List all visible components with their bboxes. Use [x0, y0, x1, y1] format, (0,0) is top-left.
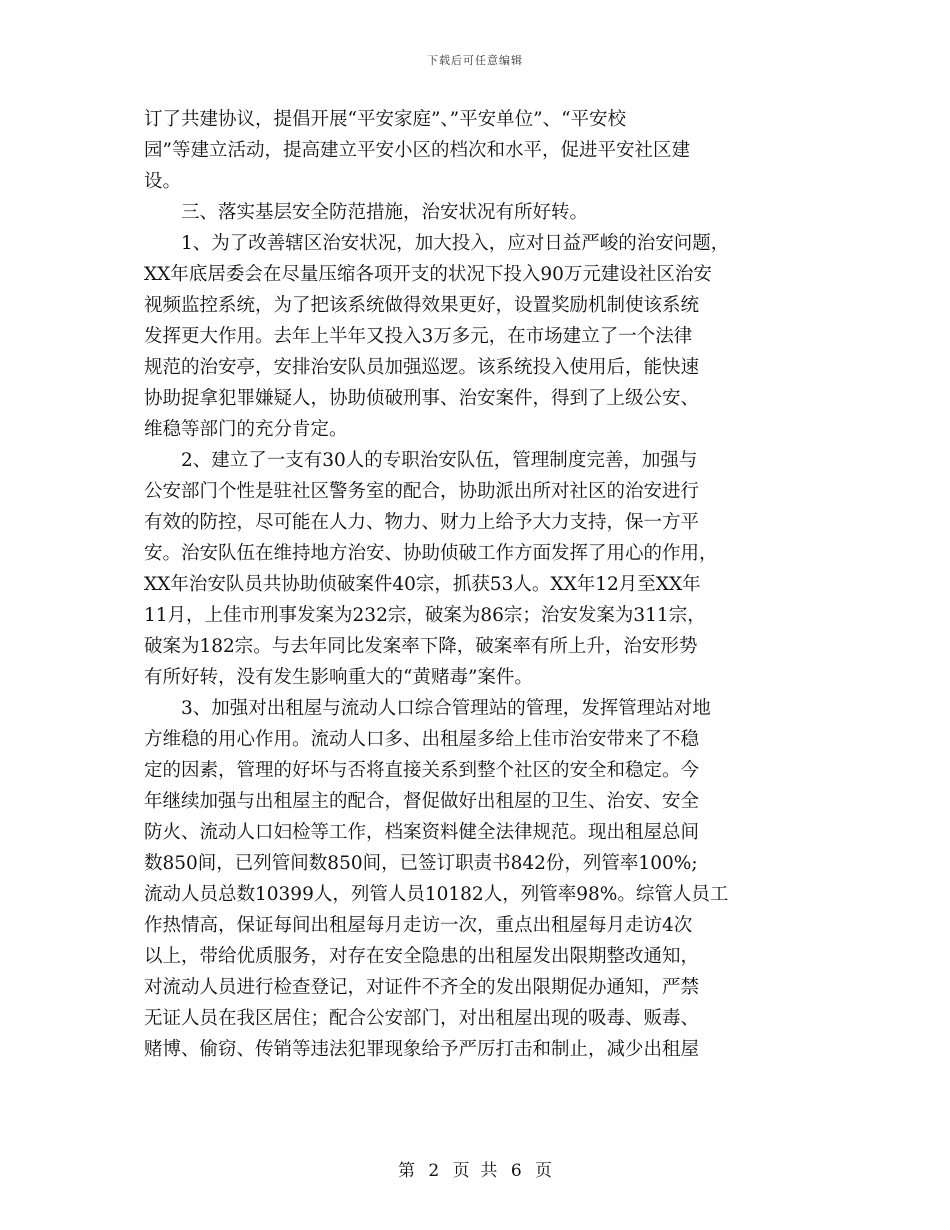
- text-line: 园”等建立活动，提高建立平安小区的档次和水平，促进平安社区建: [144, 140, 690, 161]
- text-line: 发挥更大作用。去年上半年又投入3万多元，在市场建立了一个法律: [144, 326, 693, 347]
- text-line: 有所好转，没有发生影响重大的“黄赌毒”案件。: [144, 667, 533, 688]
- page-label-prefix: 第: [397, 1161, 415, 1181]
- paragraph-start: 2、建立了一支有30人的专职治安队伍，管理制度完善，加强与: [181, 450, 698, 471]
- text-line: 流动人员总数10399人，列管人员10182人，列管率98%。综管人员工: [144, 884, 729, 905]
- text-line: 协助捉拿犯罪嫌疑人，协助侦破刑事、治安案件，得到了上级公安、: [144, 388, 700, 409]
- paragraph-start: 3、加强对出租屋与流动人口综合管理站的管理，发挥管理站对地: [181, 698, 711, 719]
- text-line: 规范的治安亭，安排治安队员加强巡逻。该系统投入使用后，能快速: [144, 357, 700, 378]
- page-label-middle: 页 共: [452, 1161, 498, 1181]
- text-line: 方维稳的用心作用。流动人口多、出租屋多给上佳市治安带来了不稳: [144, 729, 700, 750]
- page-header: 下载后可任意编辑: [427, 54, 523, 67]
- text-line: 维稳等部门的充分肯定。: [144, 419, 348, 440]
- page-label-suffix: 页: [535, 1161, 553, 1181]
- text-line: 定的因素，管理的好坏与否将直接关系到整个社区的安全和稳定。今: [144, 760, 700, 781]
- text-line: 破案为182宗。与去年同比发案率下降，破案率有所上升，治安形势: [144, 636, 698, 657]
- text-line: 无证人员在我区居住；配合公安部门，对出租屋出现的吸毒、贩毒、: [144, 1008, 700, 1029]
- text-line: XX年底居委会在尽量压缩各项开支的状况下投入90万元建设社区治安: [144, 264, 712, 285]
- text-line: 订了共建协议，提倡开展“平安家庭”、”平安单位”、“平安校: [144, 109, 627, 130]
- page-footer: [0, 1156, 950, 1181]
- text-line: XX年治安队员共协助侦破案件40宗，抓获53人。XX年12月至XX年: [144, 574, 701, 595]
- text-line: 作热情高，保证每间出租屋每月走访一次，重点出租屋每月走访4次: [144, 915, 693, 936]
- paragraph-start: 1、为了改善辖区治安状况，加大投入，应对日益严峻的治安问题，: [181, 233, 730, 254]
- section-heading: 三、落实基层安全防范措施，治安状况有所好转。: [181, 202, 589, 223]
- text-line: 年继续加强与出租屋主的配合，督促做好出租屋的卫生、治安、安全: [144, 791, 700, 812]
- text-line: 对流动人员进行检查登记，对证件不齐全的发出限期促办通知，严禁: [144, 977, 700, 998]
- text-line: 视频监控系统，为了把该系统做得效果更好，设置奖励机制使该系统: [144, 295, 700, 316]
- text-line: 防火、流动人口妇检等工作，档案资料健全法律规范。现出租屋总间: [144, 822, 700, 843]
- text-line: 有效的防控，尽可能在人力、物力、财力上给予大力支持，保一方平: [144, 512, 700, 533]
- text-line: 公安部门个性是驻社区警务室的配合，协助派出所对社区的治安进行: [144, 481, 700, 502]
- document-body: [144, 104, 812, 1065]
- text-line: 安。治安队伍在维持地方治安、协助侦破工作方面发挥了用心的作用，: [144, 543, 718, 564]
- text-line: 设。: [144, 171, 182, 192]
- text-line: 赌博、偷窃、传销等违法犯罪现象给予严厉打击和制止，减少出租屋: [144, 1039, 700, 1060]
- total-pages-number: 6: [510, 1161, 522, 1181]
- text-line: 以上，带给优质服务，对存在安全隐患的出租屋发出限期整改通知，: [144, 946, 700, 967]
- current-page-number: 2: [428, 1161, 440, 1181]
- text-line: 数850间，已列管间数850间，已签订职责书842份，列管率100%;: [144, 853, 698, 874]
- text-line: 11月，上佳市刑事发案为232宗，破案为86宗；治安发案为311宗，: [144, 605, 706, 626]
